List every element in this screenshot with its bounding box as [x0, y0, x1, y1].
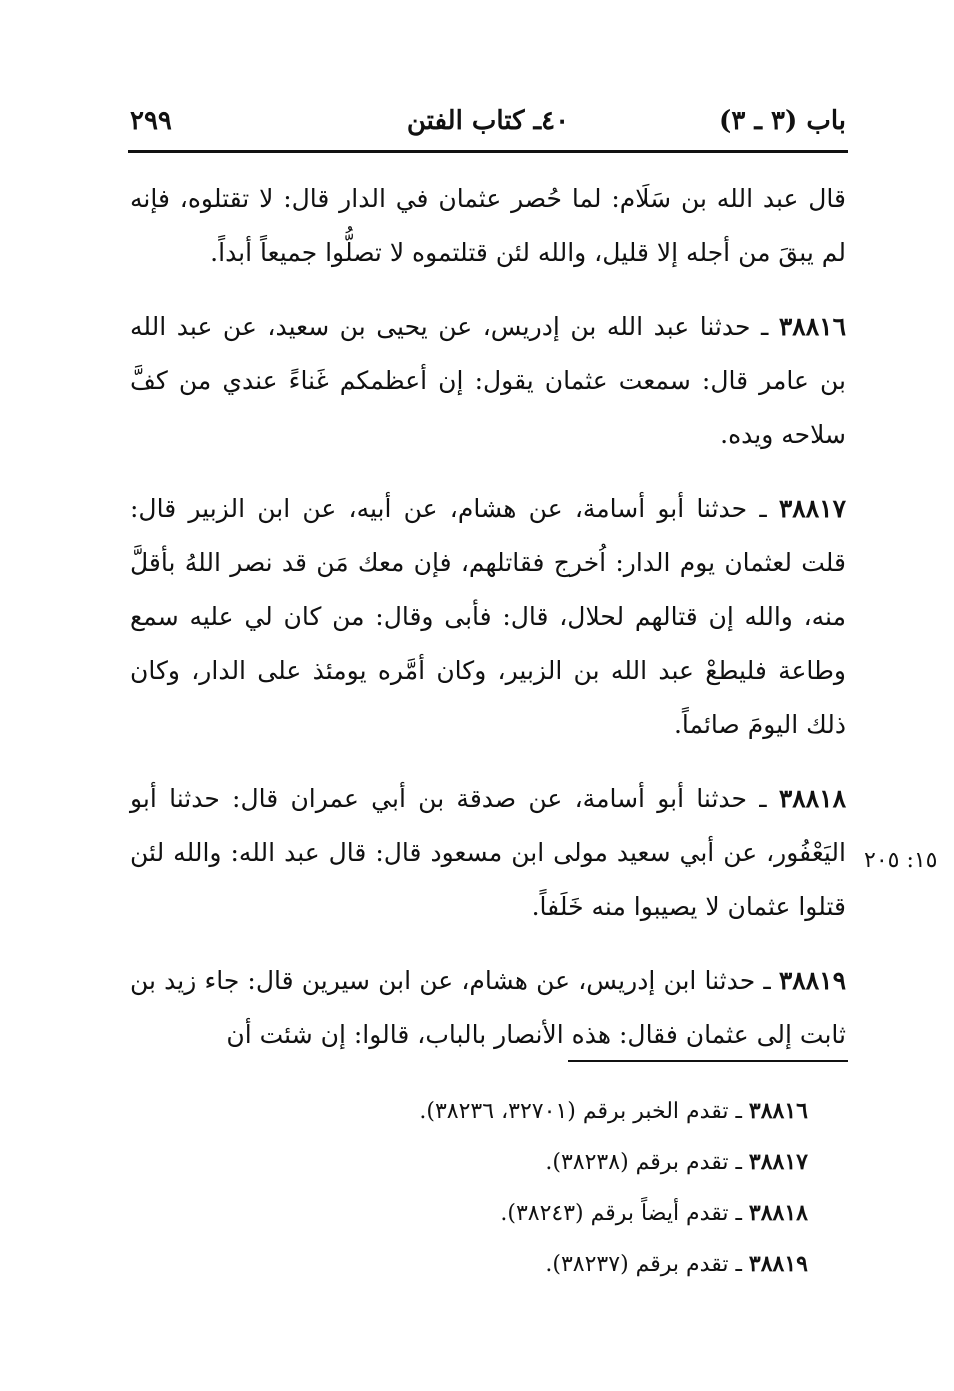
running-header — [130, 100, 846, 146]
footnote-text: ـ تقدم برقم (٣٨٢٣٨). — [545, 1150, 749, 1175]
footnote — [348, 1188, 808, 1239]
footnote-text: ـ تقدم الخبر برقم (٣٢٧٠١، ٣٨٢٣٦). — [419, 1099, 749, 1124]
paragraph — [130, 954, 846, 1062]
footnote-number: ٣٨٨١٨ — [748, 1200, 808, 1226]
hadith-number: ٣٨٨١٨ — [778, 784, 846, 813]
footnote — [348, 1239, 808, 1290]
paragraph — [130, 482, 846, 752]
footnote-text: ـ تقدم برقم (٣٨٢٣٧). — [545, 1252, 749, 1277]
chapter-heading: باب (٣ ـ ٣) — [719, 106, 846, 136]
footnote-number: ٣٨٨١٦ — [748, 1098, 808, 1124]
footnote-rule — [568, 1060, 848, 1062]
footnote-text: ـ تقدم أيضاً برقم (٣٨٢٤٣). — [500, 1201, 749, 1226]
footnote-number: ٣٨٨١٩ — [748, 1251, 808, 1277]
paragraph-text: ـ حدثنا ابن إدريس، عن هشام، عن ابن سيرين قال: جاء زيد بن ثابت إلى عثمان فقال: هذه الأنصار بالباب، قالوا: إن شئت أن — [130, 966, 846, 1049]
paragraph-text: ـ حدثنا أبو أسامة، عن صدقة بن أبي عمران قال: حدثنا أبو اليَعْفُور، عن أبي سعيد مولى ابن مسعود قال: قال عبد الله: والله لئن قتلوا عثمان لا يصيبوا منه خَلَفاً. — [130, 784, 846, 921]
paragraph — [130, 172, 846, 280]
main-text — [130, 172, 846, 1082]
book-title: ٤٠ـ كتاب الفتن — [406, 106, 570, 136]
footnotes — [348, 1086, 808, 1290]
footnote — [348, 1086, 808, 1137]
paragraph-text: ـ حدثنا عبد الله بن إدريس، عن يحيى بن سعيد، عن عبد الله بن عامر قال: سمعت عثمان يقول: إن أعظمكم غَناءً عندي من كفَّ سلاحه ويده. — [130, 312, 846, 449]
header-rule — [128, 150, 848, 153]
margin-reference: ١٥: ٢٠٥ — [864, 848, 938, 873]
footnote — [348, 1137, 808, 1188]
paragraph-text: ـ حدثنا أبو أسامة، عن هشام، عن أبيه، عن ابن الزبير قال: قلت لعثمان يوم الدار: اُخرج فقاتلهم، فإن معك مَن قد نصر اللهُ بأقلَّ منه، والله إن قتالهم لحلال، قال: فأبى وقال: من كان لي عليه سمع وطاعة فليطعْ عبد الله بن الزبير، وكان أمَّره يومئذ على الدار، وكان ذلك اليومَ صائماً. — [130, 494, 846, 739]
footnote-number: ٣٨٨١٧ — [748, 1149, 808, 1175]
paragraph — [130, 300, 846, 462]
hadith-number: ٣٨٨١٦ — [778, 312, 846, 341]
page-number: ٢٩٩ — [130, 106, 172, 136]
hadith-number: ٣٨٨١٩ — [778, 966, 846, 995]
hadith-number: ٣٨٨١٧ — [778, 494, 846, 523]
paragraph-text: قال عبد الله بن سَلَام: لما حُصر عثمان في الدار قال: لا تقتلوه، فإنه لم يبقَ من أجله إلا قليل، والله لئن قتلتموه لا تصلُّوا جميعاً أبداً. — [130, 184, 846, 267]
paragraph — [130, 772, 846, 934]
